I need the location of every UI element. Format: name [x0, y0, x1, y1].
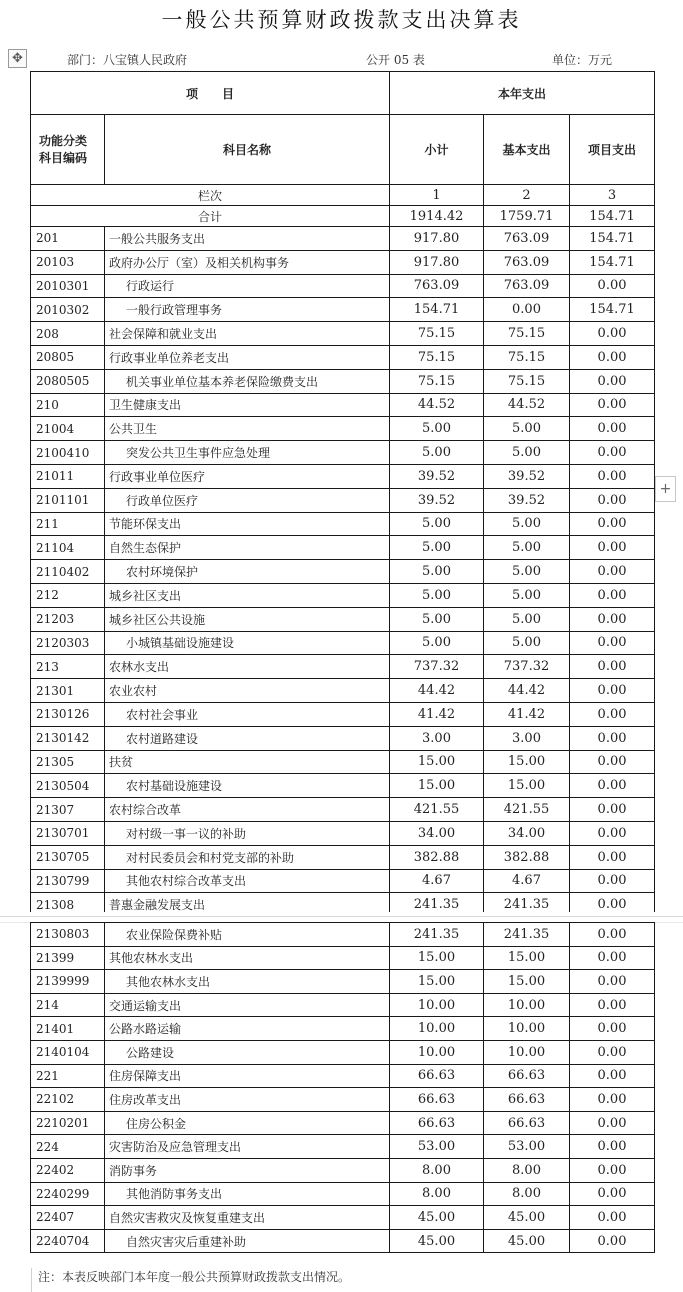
- row-code: 21399: [31, 946, 105, 970]
- row-subject-name: 一般行政管理事务: [105, 298, 390, 322]
- row-project: 0.00: [570, 1040, 655, 1064]
- row-basic: 66.63: [484, 1111, 570, 1135]
- total-row: [31, 206, 655, 227]
- row-project: 154.71: [570, 298, 655, 322]
- total-label: 合计: [31, 206, 390, 227]
- row-basic: 53.00: [484, 1135, 570, 1159]
- row-basic: 4.67: [484, 869, 570, 893]
- row-subtotal: 5.00: [390, 631, 484, 655]
- row-basic: 241.35: [484, 923, 570, 947]
- row-subject-name: 农村综合改革: [105, 798, 390, 822]
- row-subject-name: 节能环保支出: [105, 512, 390, 536]
- table-note: 注：本表反映部门本年度一般公共预算财政拨款支出情况。: [31, 1268, 654, 1292]
- row-subject-name: 小城镇基础设施建设: [105, 631, 390, 655]
- row-code: 20805: [31, 345, 105, 369]
- row-subject-name: 农村道路建设: [105, 726, 390, 750]
- row-subtotal: 10.00: [390, 1040, 484, 1064]
- row-subject-name: 交通运输支出: [105, 993, 390, 1017]
- row-basic: 382.88: [484, 845, 570, 869]
- row-basic: 75.15: [484, 345, 570, 369]
- row-code: 2210201: [31, 1111, 105, 1135]
- row-subtotal: 10.00: [390, 993, 484, 1017]
- table-row: [31, 250, 655, 274]
- row-basic: 5.00: [484, 417, 570, 441]
- header-current-year: 本年支出: [390, 72, 655, 115]
- row-subtotal: 917.80: [390, 250, 484, 274]
- row-project: 0.00: [570, 798, 655, 822]
- table-row: [31, 1064, 655, 1088]
- total-basic: 1759.71: [484, 206, 570, 227]
- row-subject-name: 农林水支出: [105, 655, 390, 679]
- page-break-line-top: [0, 916, 683, 917]
- table-row: [31, 821, 655, 845]
- row-subtotal: 5.00: [390, 560, 484, 584]
- row-code: 224: [31, 1135, 105, 1159]
- row-project: 0.00: [570, 441, 655, 465]
- row-subtotal: 15.00: [390, 750, 484, 774]
- table-row: [31, 798, 655, 822]
- row-subtotal: 241.35: [390, 893, 484, 917]
- row-project: 0.00: [570, 726, 655, 750]
- row-subject-name: 农村基础设施建设: [105, 774, 390, 798]
- row-basic: 5.00: [484, 631, 570, 655]
- row-basic: 8.00: [484, 1158, 570, 1182]
- row-subtotal: 4.67: [390, 869, 484, 893]
- row-basic: 45.00: [484, 1206, 570, 1230]
- row-subtotal: 66.63: [390, 1111, 484, 1135]
- row-basic: 737.32: [484, 655, 570, 679]
- row-code: 212: [31, 583, 105, 607]
- row-subject-name: 其他农林水支出: [105, 970, 390, 994]
- row-code: 2130799: [31, 869, 105, 893]
- row-subtotal: 5.00: [390, 417, 484, 441]
- row-basic: 15.00: [484, 774, 570, 798]
- row-subject-name: 住房公积金: [105, 1111, 390, 1135]
- row-subtotal: 44.42: [390, 679, 484, 703]
- row-project: 0.00: [570, 583, 655, 607]
- row-basic: 15.00: [484, 750, 570, 774]
- row-project: 0.00: [570, 1017, 655, 1041]
- row-basic: 44.52: [484, 393, 570, 417]
- row-subtotal: 44.52: [390, 393, 484, 417]
- row-project: 0.00: [570, 869, 655, 893]
- row-subject-name: 住房改革支出: [105, 1088, 390, 1112]
- row-subtotal: 241.35: [390, 923, 484, 947]
- row-basic: 15.00: [484, 946, 570, 970]
- row-code: 21305: [31, 750, 105, 774]
- row-subject-name: 自然生态保护: [105, 536, 390, 560]
- row-subtotal: 34.00: [390, 821, 484, 845]
- row-code: 22402: [31, 1158, 105, 1182]
- row-project: 154.71: [570, 227, 655, 251]
- row-project: 0.00: [570, 1229, 655, 1253]
- row-subject-name: 其他农村综合改革支出: [105, 869, 390, 893]
- table-row: [31, 1158, 655, 1182]
- index-row: [31, 185, 655, 206]
- row-subtotal: 66.63: [390, 1064, 484, 1088]
- row-subtotal: 763.09: [390, 274, 484, 298]
- row-subject-name: 机关事业单位基本养老保险缴费支出: [105, 369, 390, 393]
- total-subtotal: 1914.42: [390, 206, 484, 227]
- table-row: [31, 369, 655, 393]
- header-basic: 基本支出: [484, 115, 570, 185]
- table-row: [31, 298, 655, 322]
- table-row: [31, 1182, 655, 1206]
- table-row: [31, 1088, 655, 1112]
- row-subtotal: 154.71: [390, 298, 484, 322]
- row-basic: 5.00: [484, 607, 570, 631]
- row-subtotal: 8.00: [390, 1158, 484, 1182]
- row-subtotal: 15.00: [390, 774, 484, 798]
- table-row: [31, 726, 655, 750]
- row-subject-name: 自然灾害灾后重建补助: [105, 1229, 390, 1253]
- row-code: 21401: [31, 1017, 105, 1041]
- row-subject-name: 自然灾害救灾及恢复重建支出: [105, 1206, 390, 1230]
- table-row: [31, 1206, 655, 1230]
- row-subject-name: 农业保险保费补贴: [105, 923, 390, 947]
- row-subject-name: 行政事业单位医疗: [105, 464, 390, 488]
- header-project: 项目支出: [570, 115, 655, 185]
- table-row: [31, 345, 655, 369]
- row-subtotal: 53.00: [390, 1135, 484, 1159]
- row-project: 0.00: [570, 322, 655, 346]
- row-project: 0.00: [570, 1182, 655, 1206]
- row-code: 2240704: [31, 1229, 105, 1253]
- row-basic: 241.35: [484, 893, 570, 917]
- row-project: 0.00: [570, 655, 655, 679]
- table-row: [31, 488, 655, 512]
- table-row: [31, 845, 655, 869]
- table-row: [31, 1229, 655, 1253]
- header-func-code-line1: 功能分类: [39, 133, 88, 148]
- row-code: 2010301: [31, 274, 105, 298]
- row-subject-name: 卫生健康支出: [105, 393, 390, 417]
- row-project: 0.00: [570, 750, 655, 774]
- row-basic: 44.42: [484, 679, 570, 703]
- row-project: 0.00: [570, 536, 655, 560]
- row-subject-name: 对村民委员会和村党支部的补助: [105, 845, 390, 869]
- row-subject-name: 城乡社区支出: [105, 583, 390, 607]
- table-row: [31, 274, 655, 298]
- row-code: 21203: [31, 607, 105, 631]
- row-project: 0.00: [570, 512, 655, 536]
- row-basic: 66.63: [484, 1064, 570, 1088]
- row-code: 22407: [31, 1206, 105, 1230]
- table-row: [31, 679, 655, 703]
- row-basic: 75.15: [484, 369, 570, 393]
- index-label: 栏次: [31, 185, 390, 206]
- row-subtotal: 917.80: [390, 227, 484, 251]
- row-subtotal: 5.00: [390, 607, 484, 631]
- row-code: 21301: [31, 679, 105, 703]
- header-func-code-line2: 科目编码: [39, 150, 88, 165]
- table-row: [31, 322, 655, 346]
- row-subtotal: 421.55: [390, 798, 484, 822]
- row-basic: 421.55: [484, 798, 570, 822]
- row-basic: 15.00: [484, 970, 570, 994]
- table-row: [31, 464, 655, 488]
- row-project: 0.00: [570, 993, 655, 1017]
- row-project: 0.00: [570, 345, 655, 369]
- table-row: [31, 993, 655, 1017]
- row-subject-name: 其他消防事务支出: [105, 1182, 390, 1206]
- row-code: 2080505: [31, 369, 105, 393]
- row-code: 2130705: [31, 845, 105, 869]
- index-c3: 3: [570, 185, 655, 206]
- row-basic: 5.00: [484, 441, 570, 465]
- row-subtotal: 5.00: [390, 536, 484, 560]
- table-row: [31, 560, 655, 584]
- row-subtotal: 5.00: [390, 441, 484, 465]
- row-basic: 763.09: [484, 274, 570, 298]
- row-subject-name: 行政单位医疗: [105, 488, 390, 512]
- row-subtotal: 8.00: [390, 1182, 484, 1206]
- row-project: 0.00: [570, 893, 655, 917]
- row-project: 0.00: [570, 702, 655, 726]
- row-subject-name: 城乡社区公共设施: [105, 607, 390, 631]
- header-subject-name: 科目名称: [105, 115, 390, 185]
- row-code: 20103: [31, 250, 105, 274]
- row-basic: 10.00: [484, 993, 570, 1017]
- row-subtotal: 382.88: [390, 845, 484, 869]
- row-code: 214: [31, 993, 105, 1017]
- row-project: 0.00: [570, 417, 655, 441]
- row-code: 2130504: [31, 774, 105, 798]
- row-subtotal: 15.00: [390, 970, 484, 994]
- expense-table-page1: [30, 71, 655, 917]
- row-project: 0.00: [570, 1088, 655, 1112]
- row-code: 2130803: [31, 923, 105, 947]
- row-basic: 8.00: [484, 1182, 570, 1206]
- row-project: 0.00: [570, 1158, 655, 1182]
- row-code: 221: [31, 1064, 105, 1088]
- row-project: 0.00: [570, 1064, 655, 1088]
- row-subtotal: 41.42: [390, 702, 484, 726]
- table-row: [31, 970, 655, 994]
- row-subtotal: 15.00: [390, 946, 484, 970]
- header-row-1: [31, 72, 655, 115]
- row-project: 0.00: [570, 560, 655, 584]
- row-project: 0.00: [570, 369, 655, 393]
- row-subject-name: 住房保障支出: [105, 1064, 390, 1088]
- row-basic: 5.00: [484, 583, 570, 607]
- table-row: [31, 774, 655, 798]
- table-row: [31, 512, 655, 536]
- row-project: 0.00: [570, 393, 655, 417]
- row-code: 211: [31, 512, 105, 536]
- row-basic: 763.09: [484, 227, 570, 251]
- row-subject-name: 政府办公厅（室）及相关机构事务: [105, 250, 390, 274]
- row-subtotal: 5.00: [390, 512, 484, 536]
- row-subject-name: 扶贫: [105, 750, 390, 774]
- row-subject-name: 普惠金融发展支出: [105, 893, 390, 917]
- table-row: [31, 536, 655, 560]
- row-code: 21011: [31, 464, 105, 488]
- row-subtotal: 75.15: [390, 322, 484, 346]
- table-row: [31, 923, 655, 947]
- move-icon: ✥: [12, 51, 23, 66]
- row-basic: 34.00: [484, 821, 570, 845]
- row-project: 154.71: [570, 250, 655, 274]
- row-code: 22102: [31, 1088, 105, 1112]
- row-basic: 5.00: [484, 512, 570, 536]
- row-subject-name: 公共卫生: [105, 417, 390, 441]
- row-subject-name: 行政运行: [105, 274, 390, 298]
- table-move-handle[interactable]: [8, 49, 27, 68]
- row-code: 2130701: [31, 821, 105, 845]
- row-project: 0.00: [570, 679, 655, 703]
- table-row: [31, 393, 655, 417]
- row-project: 0.00: [570, 631, 655, 655]
- row-subtotal: 39.52: [390, 488, 484, 512]
- index-c1: 1: [390, 185, 484, 206]
- row-basic: 45.00: [484, 1229, 570, 1253]
- row-subject-name: 农业农村: [105, 679, 390, 703]
- row-basic: 10.00: [484, 1040, 570, 1064]
- row-code: 201: [31, 227, 105, 251]
- row-code: 2140104: [31, 1040, 105, 1064]
- table-row: [31, 1017, 655, 1041]
- row-code: 2100410: [31, 441, 105, 465]
- row-subject-name: 对村级一事一议的补助: [105, 821, 390, 845]
- row-code: 21308: [31, 893, 105, 917]
- row-subject-name: 行政事业单位养老支出: [105, 345, 390, 369]
- row-basic: 39.52: [484, 488, 570, 512]
- row-subject-name: 其他农林水支出: [105, 946, 390, 970]
- table-number-label: 公开 05 表: [366, 53, 425, 67]
- table-row: [31, 1135, 655, 1159]
- table-row: [31, 583, 655, 607]
- table-row: [31, 1040, 655, 1064]
- row-subtotal: 45.00: [390, 1229, 484, 1253]
- row-subtotal: 45.00: [390, 1206, 484, 1230]
- row-subject-name: 灾害防治及应急管理支出: [105, 1135, 390, 1159]
- row-subtotal: 75.15: [390, 369, 484, 393]
- plus-icon: +: [659, 481, 672, 497]
- row-project: 0.00: [570, 274, 655, 298]
- table-row: [31, 227, 655, 251]
- row-code: 2130126: [31, 702, 105, 726]
- header-func-code: [31, 115, 105, 185]
- row-project: 0.00: [570, 970, 655, 994]
- expense-table-page2: [30, 922, 655, 1253]
- table-row: [31, 702, 655, 726]
- row-basic: 41.42: [484, 702, 570, 726]
- row-basic: 3.00: [484, 726, 570, 750]
- table-row: [31, 750, 655, 774]
- table-row: [31, 607, 655, 631]
- header-row-2: [31, 115, 655, 185]
- row-project: 0.00: [570, 488, 655, 512]
- row-subject-name: 一般公共服务支出: [105, 227, 390, 251]
- row-basic: 39.52: [484, 464, 570, 488]
- header-item: 项 目: [31, 72, 390, 115]
- index-c2: 2: [484, 185, 570, 206]
- row-code: 21307: [31, 798, 105, 822]
- row-code: 208: [31, 322, 105, 346]
- row-basic: 66.63: [484, 1088, 570, 1112]
- row-code: 2101101: [31, 488, 105, 512]
- row-project: 0.00: [570, 774, 655, 798]
- table-row: [31, 1111, 655, 1135]
- row-project: 0.00: [570, 464, 655, 488]
- row-subtotal: 66.63: [390, 1088, 484, 1112]
- row-project: 0.00: [570, 607, 655, 631]
- row-code: 2110402: [31, 560, 105, 584]
- table-row: [31, 631, 655, 655]
- row-code: 2120303: [31, 631, 105, 655]
- unit-label: 单位：万元: [552, 53, 613, 67]
- row-subtotal: 3.00: [390, 726, 484, 750]
- row-code: 2240299: [31, 1182, 105, 1206]
- row-project: 0.00: [570, 1111, 655, 1135]
- row-code: 21004: [31, 417, 105, 441]
- total-project: 154.71: [570, 206, 655, 227]
- row-code: 2139999: [31, 970, 105, 994]
- row-basic: 5.00: [484, 560, 570, 584]
- row-subtotal: 39.52: [390, 464, 484, 488]
- row-project: 0.00: [570, 1206, 655, 1230]
- table-row: [31, 655, 655, 679]
- row-project: 0.00: [570, 923, 655, 947]
- row-subject-name: 消防事务: [105, 1158, 390, 1182]
- row-subject-name: 社会保障和就业支出: [105, 322, 390, 346]
- add-row-button[interactable]: [655, 476, 676, 502]
- table-row: [31, 869, 655, 893]
- row-project: 0.00: [570, 1135, 655, 1159]
- row-subject-name: 农村社会事业: [105, 702, 390, 726]
- row-subject-name: 公路建设: [105, 1040, 390, 1064]
- row-subtotal: 5.00: [390, 583, 484, 607]
- row-basic: 5.00: [484, 536, 570, 560]
- page-title: 一般公共预算财政拨款支出决算表: [161, 8, 522, 32]
- row-basic: 763.09: [484, 250, 570, 274]
- row-subtotal: 10.00: [390, 1017, 484, 1041]
- row-subtotal: 75.15: [390, 345, 484, 369]
- row-basic: 10.00: [484, 1017, 570, 1041]
- row-project: 0.00: [570, 845, 655, 869]
- table-row: [31, 946, 655, 970]
- row-code: 213: [31, 655, 105, 679]
- row-subtotal: 737.32: [390, 655, 484, 679]
- header-subtotal: 小计: [390, 115, 484, 185]
- row-project: 0.00: [570, 821, 655, 845]
- row-subject-name: 农村环境保护: [105, 560, 390, 584]
- row-basic: 75.15: [484, 322, 570, 346]
- row-code: 2130142: [31, 726, 105, 750]
- table-row: [31, 441, 655, 465]
- row-subject-name: 突发公共卫生事件应急处理: [105, 441, 390, 465]
- row-project: 0.00: [570, 946, 655, 970]
- department-label: 部门：八宝镇人民政府: [67, 53, 188, 67]
- row-basic: 0.00: [484, 298, 570, 322]
- table-row: [31, 417, 655, 441]
- row-subject-name: 公路水路运输: [105, 1017, 390, 1041]
- row-code: 2010302: [31, 298, 105, 322]
- row-code: 210: [31, 393, 105, 417]
- row-code: 21104: [31, 536, 105, 560]
